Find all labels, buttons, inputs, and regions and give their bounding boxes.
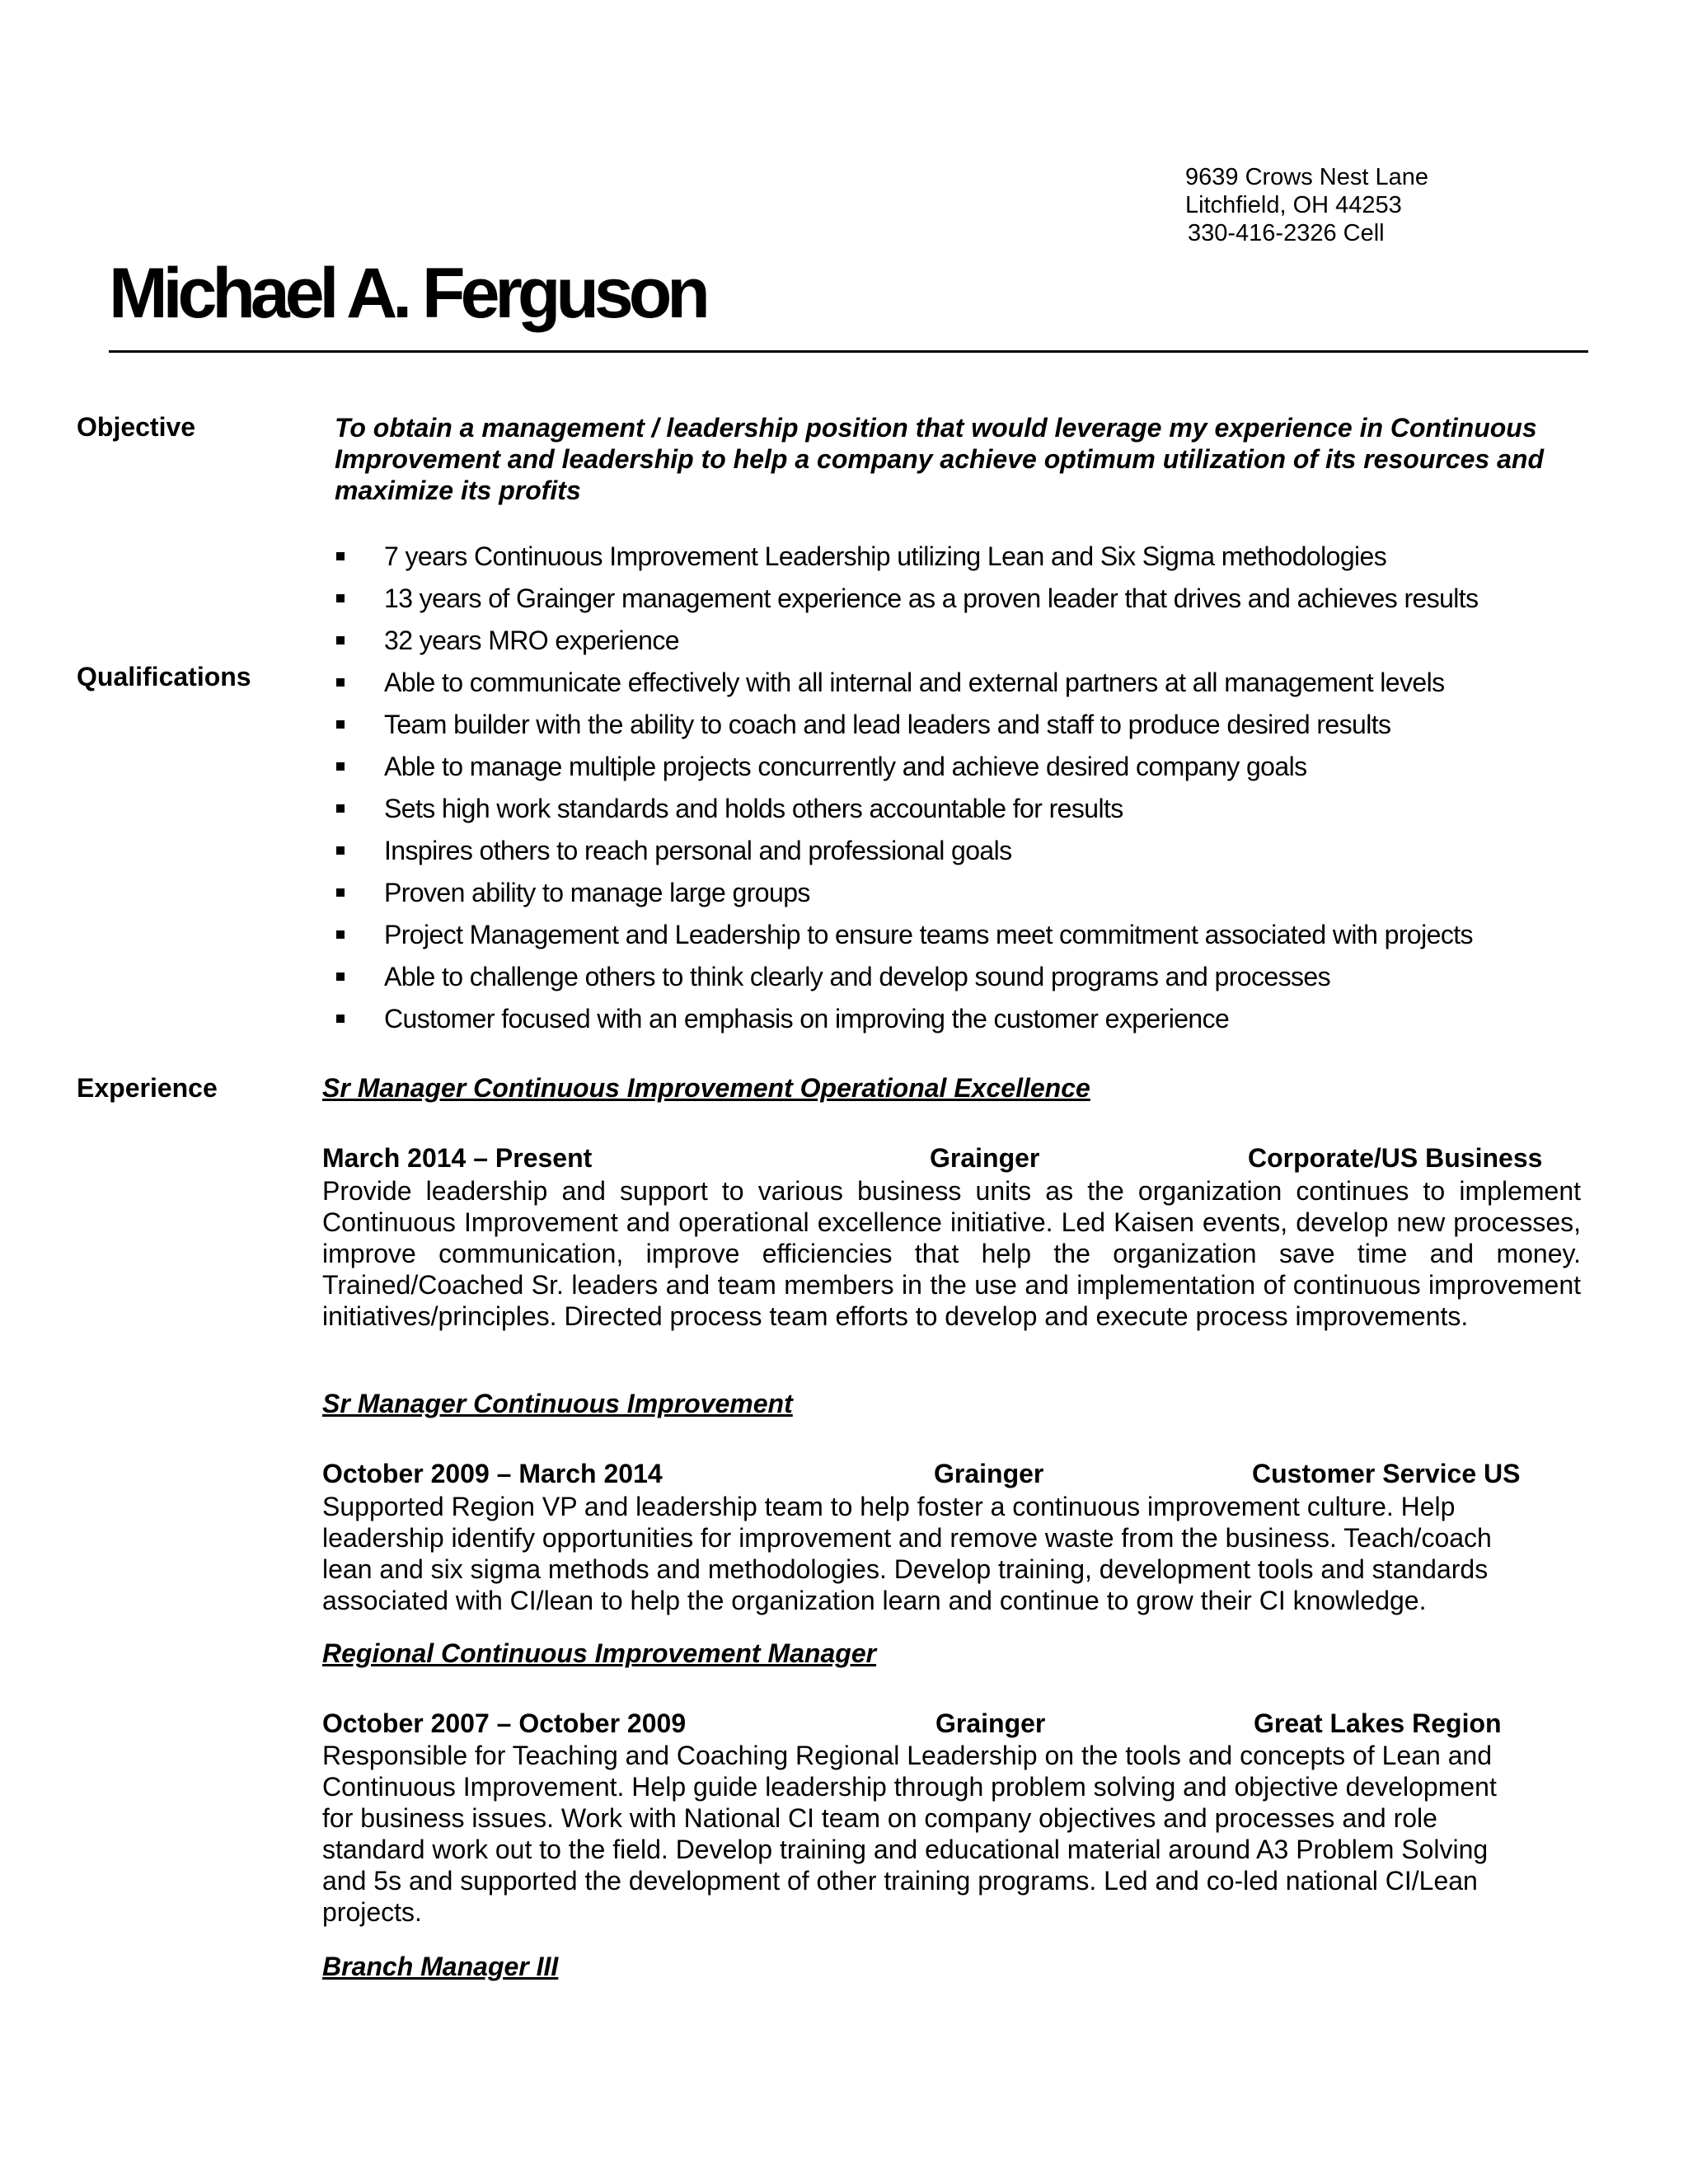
section-label-experience: Experience bbox=[77, 1073, 218, 1103]
job-title: Regional Continuous Improvement Manager bbox=[322, 1638, 877, 1668]
qualification-item bbox=[335, 916, 1479, 958]
job-description-line: standard work out to the field. Develop training and educational material around A3 Problem Solving bbox=[322, 1835, 1489, 1864]
job-company: Grainger bbox=[930, 1143, 1040, 1173]
bullet-icon bbox=[336, 636, 345, 644]
job-description-line: for business issues. Work with National CI team on company objectives and processes and role bbox=[322, 1803, 1437, 1833]
resume-name: Michael A. Ferguson bbox=[109, 254, 706, 333]
job-unit: Corporate/US Business bbox=[1248, 1143, 1543, 1173]
job-description bbox=[322, 1740, 1581, 1928]
qualification-text: Able to communicate effectively with all internal and external partners at all management levels bbox=[384, 668, 1445, 697]
qualifications-list bbox=[335, 538, 1479, 1043]
qualification-text: Customer focused with an emphasis on improving the customer experience bbox=[384, 1004, 1230, 1033]
qualification-text: Team builder with the ability to coach and lead leaders and staff to produce desired results bbox=[384, 710, 1391, 739]
section-label-qualifications: Qualifications bbox=[77, 662, 251, 691]
bullet-icon bbox=[336, 552, 345, 560]
job-unit: Customer Service US bbox=[1252, 1459, 1521, 1488]
job-dates: October 2009 – March 2014 bbox=[322, 1459, 663, 1488]
job-description-line: Continuous Improvement. Help guide leadership through problem solving and objective development bbox=[322, 1772, 1497, 1802]
qualification-item bbox=[335, 580, 1479, 622]
job-description-line: projects. bbox=[322, 1897, 422, 1927]
job-description-line: associated with CI/lean to help the organization learn and continue to grow their CI knowledge. bbox=[322, 1586, 1427, 1615]
bullet-icon bbox=[336, 678, 345, 687]
qualification-item bbox=[335, 790, 1479, 832]
bullet-icon bbox=[336, 762, 345, 771]
job-company: Grainger bbox=[935, 1708, 1046, 1738]
bullet-icon bbox=[336, 804, 345, 813]
qualification-text: 7 years Continuous Improvement Leadership utilizing Lean and Six Sigma methodologies bbox=[384, 541, 1387, 571]
job-description-line: leadership identify opportunities for improvement and remove waste from the business. Teach/coach bbox=[322, 1523, 1492, 1553]
bullet-icon bbox=[336, 720, 345, 729]
job-description-line: and 5s and supported the development of other training programs. Led and co-led national CI/Lean bbox=[322, 1866, 1478, 1896]
contact-block bbox=[1185, 163, 1428, 247]
contact-phone: 330-416-2326 Cell bbox=[1188, 220, 1385, 246]
qualification-text: Inspires others to reach personal and professional goals bbox=[384, 836, 1012, 865]
qualification-item bbox=[335, 748, 1479, 790]
section-label-objective: Objective bbox=[77, 412, 196, 442]
qualification-item bbox=[335, 874, 1479, 916]
qualification-item bbox=[335, 958, 1479, 1001]
job-unit: Great Lakes Region bbox=[1254, 1708, 1502, 1738]
bullet-icon bbox=[336, 1015, 345, 1023]
job-description: Provide leadership and support to various business units as the organization continues to implement Continuous Improvement and operational excellence initiative. Led Kaisen events, develop new processes, improve communication, improve efficiencies that help the organization save time and money. Trained/Coached Sr. leaders and team members in the use and implementation of continuous improvement initiatives/principles. Directed process team efforts to develop and execute process improvements. bbox=[322, 1176, 1581, 1331]
job-dates: October 2007 – October 2009 bbox=[322, 1708, 687, 1738]
qualification-text: Sets high work standards and holds others accountable for results bbox=[384, 794, 1123, 823]
objective-text: To obtain a management / leadership position that would leverage my experience in Continuous Improvement and leadership to help a company achieve optimum utilization of its resources and maximize its profits bbox=[335, 413, 1544, 505]
qualification-item bbox=[335, 1001, 1479, 1043]
qualification-item bbox=[335, 538, 1479, 580]
job-description bbox=[322, 1491, 1581, 1616]
bullet-icon bbox=[336, 888, 345, 897]
qualification-item bbox=[335, 832, 1479, 874]
job-title: Sr Manager Continuous Improvement Operational Excellence bbox=[322, 1073, 1090, 1103]
job-dates: March 2014 – Present bbox=[322, 1143, 593, 1173]
qualification-text: Able to challenge others to think clearly and develop sound programs and processes bbox=[384, 962, 1330, 991]
qualification-item bbox=[335, 622, 1479, 664]
bullet-icon bbox=[336, 594, 345, 602]
qualification-text: 32 years MRO experience bbox=[384, 626, 679, 655]
qualification-item bbox=[335, 706, 1479, 748]
job-meta bbox=[322, 1459, 1575, 1490]
job-meta bbox=[322, 1708, 1575, 1740]
bullet-icon bbox=[336, 846, 345, 855]
job-description-line: Responsible for Teaching and Coaching Regional Leadership on the tools and concepts of Lean and bbox=[322, 1741, 1493, 1770]
job-description-line: lean and six sigma methods and methodologies. Develop training, development tools and standards bbox=[322, 1554, 1489, 1584]
qualification-item bbox=[335, 664, 1479, 706]
job-company: Grainger bbox=[934, 1459, 1044, 1488]
contact-city: Litchfield, OH 44253 bbox=[1185, 192, 1402, 218]
job-title: Branch Manager III bbox=[322, 1952, 559, 1981]
job-title: Sr Manager Continuous Improvement bbox=[322, 1389, 793, 1418]
job-description-line: Supported Region VP and leadership team to help foster a continuous improvement culture. Help bbox=[322, 1492, 1456, 1521]
qualification-text: 13 years of Grainger management experience as a proven leader that drives and achieves results bbox=[384, 583, 1479, 613]
bullet-icon bbox=[336, 972, 345, 981]
qualification-text: Able to manage multiple projects concurrently and achieve desired company goals bbox=[384, 752, 1307, 781]
bullet-icon bbox=[336, 930, 345, 939]
contact-address: 9639 Crows Nest Lane bbox=[1185, 164, 1428, 190]
job-meta bbox=[322, 1143, 1575, 1174]
qualification-text: Proven ability to manage large groups bbox=[384, 878, 810, 907]
qualification-text: Project Management and Leadership to ensure teams meet commitment associated with projects bbox=[384, 920, 1473, 949]
header-divider bbox=[109, 350, 1588, 353]
